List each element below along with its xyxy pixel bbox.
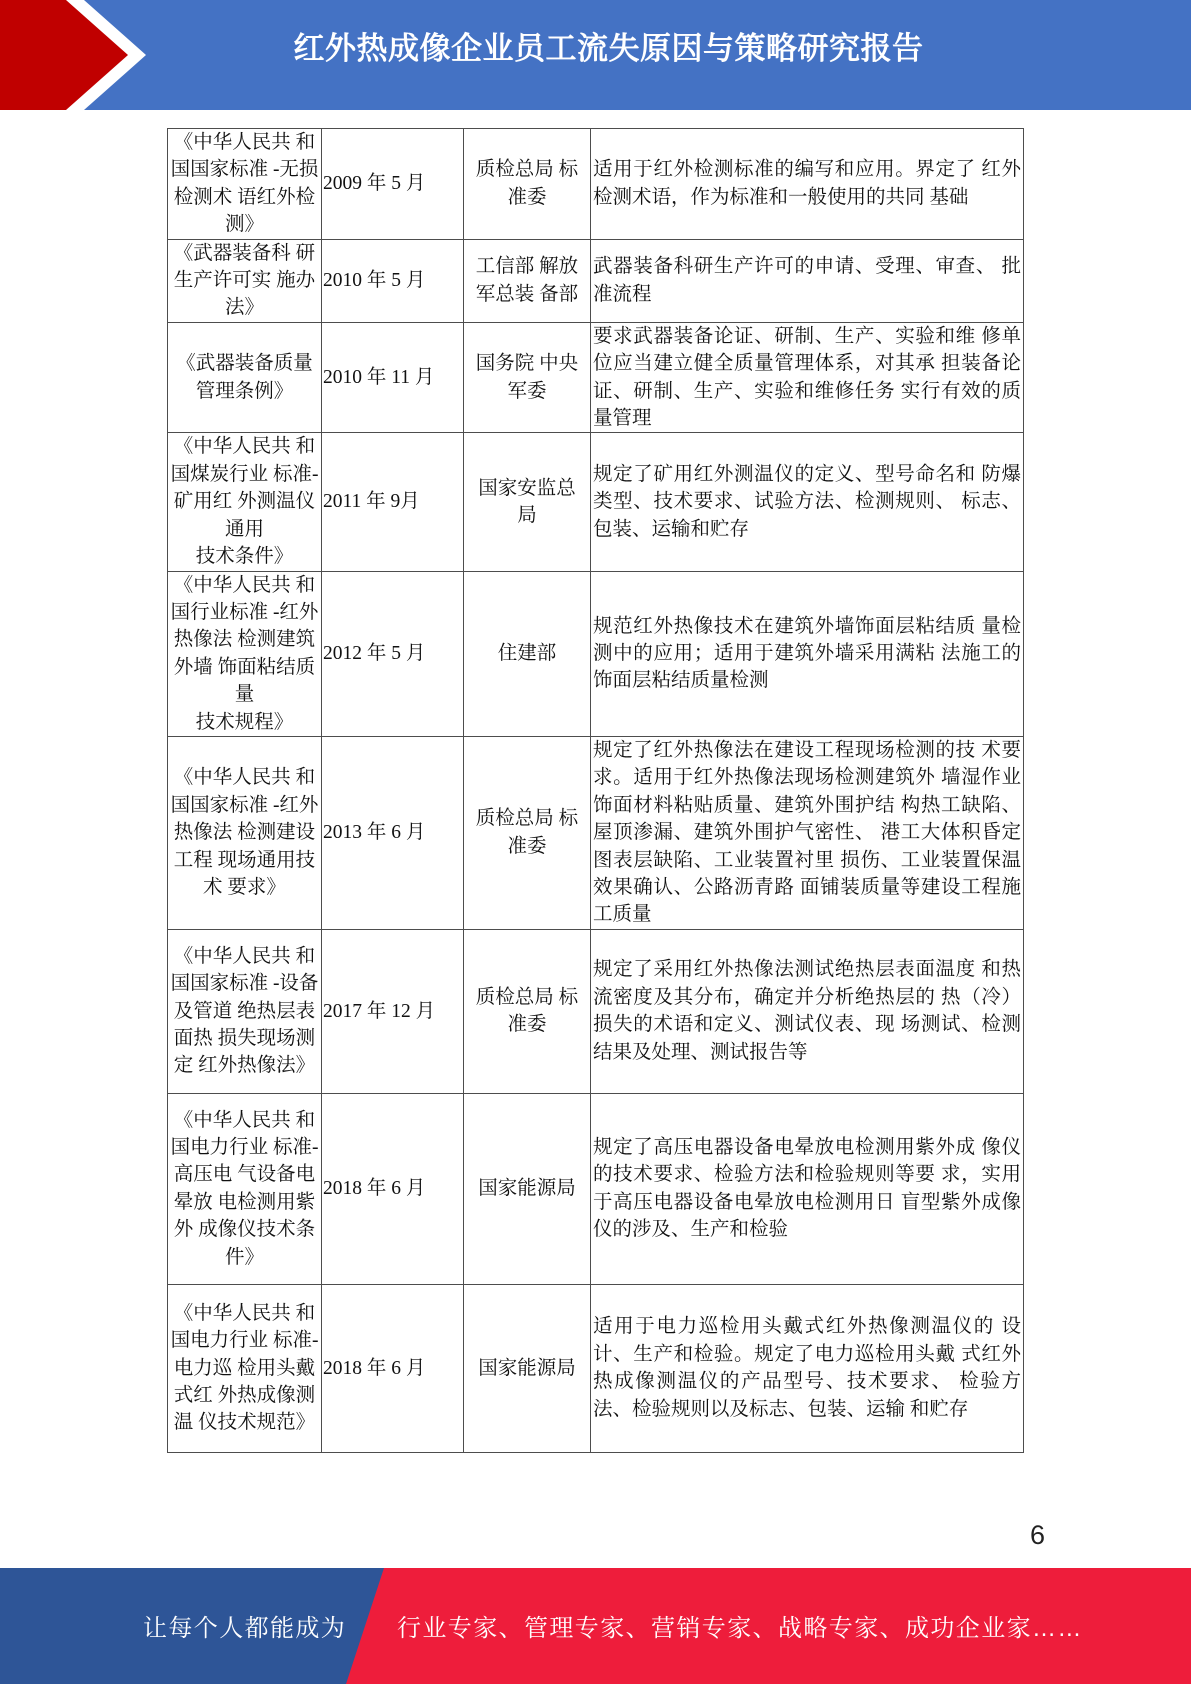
- description-cell: 武器装备科研生产许可的申请、受理、审查、 批准流程: [591, 239, 1024, 322]
- description-cell: 规定了采用红外热像法测试绝热层表面温度 和热流密度及其分布，确定并分析绝热层的 热（冷）损失的术语和定义、测试仪表、现 场测试、检测结果及处理、测试报告等: [591, 929, 1024, 1093]
- table-row: [168, 1093, 1024, 1284]
- table-row: [168, 129, 1024, 240]
- table-row: [168, 929, 1024, 1093]
- release-date-cell: 2010 年 11 月: [322, 322, 464, 433]
- release-date-cell: 2009 年 5 月: [322, 129, 464, 240]
- table-row: [168, 1284, 1024, 1452]
- report-title: 红外热成像企业员工流失原因与策略研究报告: [293, 31, 924, 66]
- issuing-authority-cell: 国务院 中央军委: [464, 322, 591, 433]
- description-cell: 适用于电力巡检用头戴式红外热像测温仪的 设计、生产和检验。规定了电力巡检用头戴 式红外热成像测温仪的产品型号、技术要求、 检验方法、检验规则以及标志、包装、运输 和贮存: [591, 1284, 1024, 1452]
- description-cell: 规定了矿用红外测温仪的定义、型号命名和 防爆类型、技术要求、试验方法、检测规则、 标志、包装、运输和贮存: [591, 433, 1024, 571]
- release-date-cell: 2011 年 9月: [322, 433, 464, 571]
- table-row: [168, 571, 1024, 736]
- issuing-authority-cell: 质检总局 标准委: [464, 736, 591, 929]
- standard-name-cell: 《中华人民共 和国国家标准 -设备及管道 绝热层表面热 损失现场测定 红外热像法》: [168, 929, 322, 1093]
- issuing-authority-cell: 工信部 解放军总装 备部: [464, 239, 591, 322]
- standard-name-cell: 《武器装备质量管理条例》: [168, 322, 322, 433]
- standard-name-cell: 《中华人民共 和国国家标准 -无损检测术 语红外检测》: [168, 129, 322, 240]
- standards-table: [167, 128, 1024, 1453]
- page-footer: [0, 1568, 1191, 1684]
- standard-name-cell: 《中华人民共 和国电力行业 标准-电力巡 检用头戴式红 外热成像测温 仪技术规范》: [168, 1284, 322, 1452]
- description-cell: 规定了红外热像法在建设工程现场检测的技 术要求。适用于红外热像法现场检测建筑外 墙湿作业饰面材料粘贴质量、建筑外围护结 构热工缺陷、屋顶渗漏、建筑外围护气密性、 港工大体积昏定图表层缺陷、工业装置衬里 损伤、工业装置保温效果确认、公路沥青路 面铺装质量等建设工程施工质量: [591, 736, 1024, 929]
- table-row: [168, 433, 1024, 571]
- table-row: [168, 736, 1024, 929]
- standard-name-cell: 《中华人民共 和国行业标准 -红外热像法 检测建筑外墙 饰面粘结质量 技术规程》: [168, 571, 322, 736]
- issuing-authority-cell: 国家安监总局: [464, 433, 591, 571]
- issuing-authority-cell: 质检总局 标准委: [464, 129, 591, 240]
- footer-slogan-left: 让每个人都能成为: [143, 1615, 347, 1642]
- footer-slogan-right: 行业专家、管理专家、营销专家、战略专家、成功企业家……: [397, 1615, 1083, 1642]
- description-cell: 适用于红外检测标准的编写和应用。界定了 红外检测术语，作为标准和一般使用的共同 基础: [591, 129, 1024, 240]
- standard-name-cell: 《中华人民共 和国电力行业 标准-高压电 气设备电晕放 电检测用紫外 成像仪技术条 件》: [168, 1093, 322, 1284]
- release-date-cell: 2018 年 6 月: [322, 1093, 464, 1284]
- issuing-authority-cell: 住建部: [464, 571, 591, 736]
- table-row: [168, 322, 1024, 433]
- release-date-cell: 2018 年 6 月: [322, 1284, 464, 1452]
- description-cell: 规范红外热像技术在建筑外墙饰面层粘结质 量检测中的应用；适用于建筑外墙采用满粘 法施工的饰面层粘结质量检测: [591, 571, 1024, 736]
- issuing-authority-cell: 国家能源局: [464, 1093, 591, 1284]
- page-number: 6: [1030, 1520, 1046, 1550]
- issuing-authority-cell: 质检总局 标准委: [464, 929, 591, 1093]
- release-date-cell: 2017 年 12 月: [322, 929, 464, 1093]
- release-date-cell: 2012 年 5 月: [322, 571, 464, 736]
- standard-name-cell: 《中华人民共 和国煤炭行业 标准-矿用红 外测温仪通用 技术条件》: [168, 433, 322, 571]
- standard-name-cell: 《中华人民共 和国国家标准 -红外热像法 检测建设工程 现场通用技术 要求》: [168, 736, 322, 929]
- release-date-cell: 2010 年 5 月: [322, 239, 464, 322]
- issuing-authority-cell: 国家能源局: [464, 1284, 591, 1452]
- page-header: [0, 0, 1191, 110]
- description-cell: 要求武器装备论证、研制、生产、实验和维 修单位应当建立健全质量管理体系，对其承 担装备论证、研制、生产、实验和维修任务 实行有效的质量管理: [591, 322, 1024, 433]
- description-cell: 规定了高压电器设备电晕放电检测用紫外成 像仪的技术要求、检验方法和检验规则等要 求，实用于高压电器设备电晕放电检测用日 盲型紫外成像仪的涉及、生产和检验: [591, 1093, 1024, 1284]
- standard-name-cell: 《武器装备科 研生产许可实 施办法》: [168, 239, 322, 322]
- release-date-cell: 2013 年 6 月: [322, 736, 464, 929]
- table-row: [168, 239, 1024, 322]
